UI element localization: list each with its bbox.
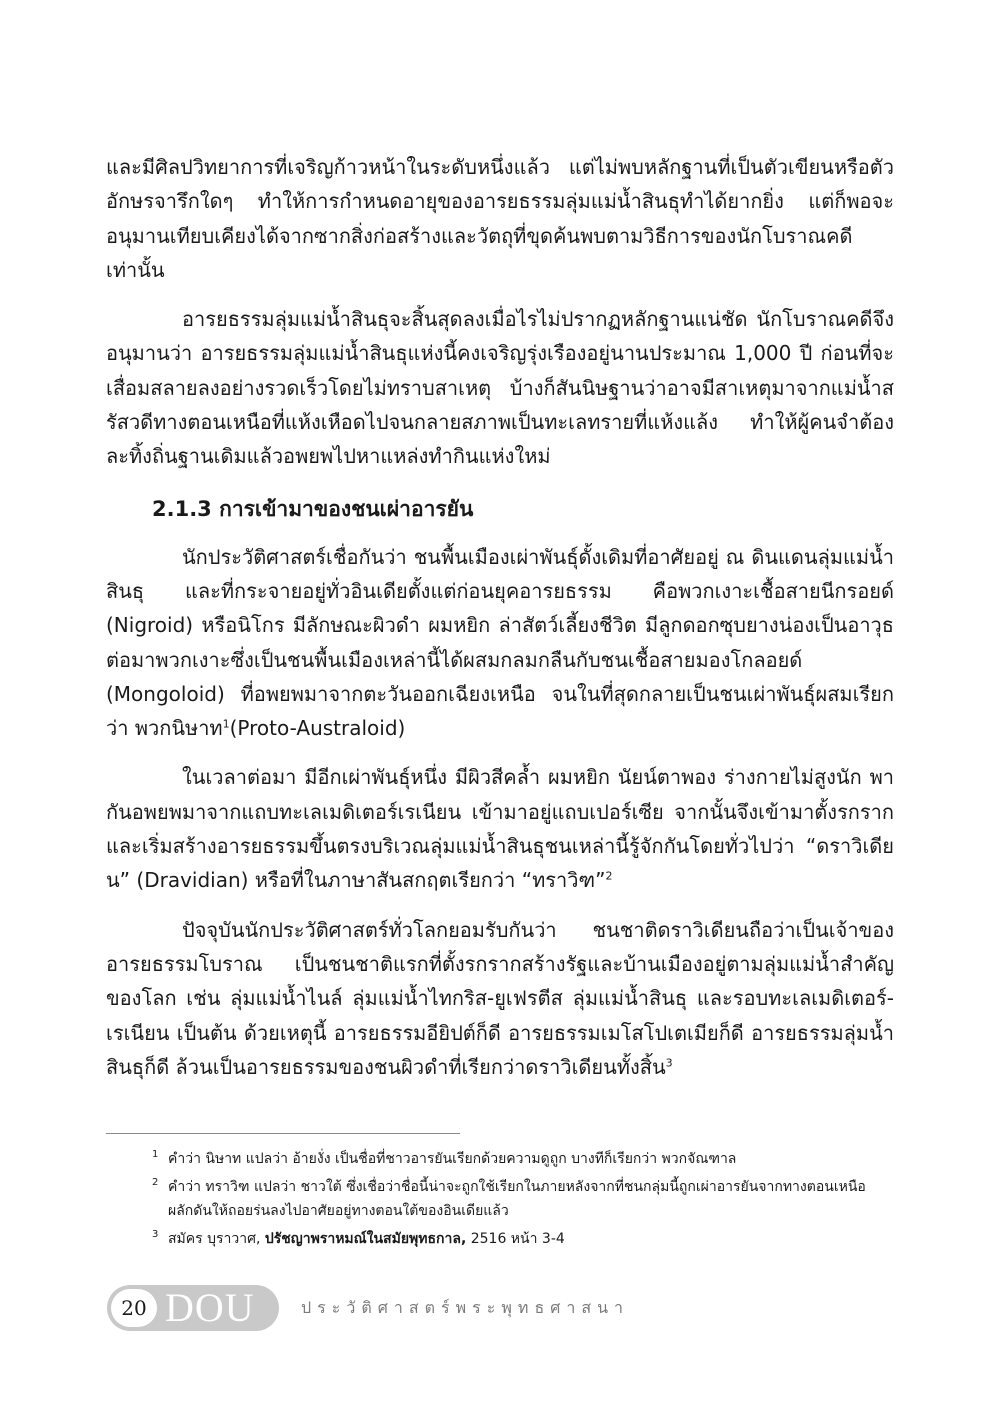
dou-logo: DOU — [165, 1285, 255, 1330]
paragraph-4 — [106, 760, 894, 897]
page-footer — [107, 1285, 629, 1331]
paragraph-4-text: ในเวลาต่อมา มีอีกเผ่าพันธุ์หนึ่ง มีผิวสีคล้ำ ผมหยิก นัยน์ตาพอง ร่างกายไม่สูงนัก พากันอพยพมาจากแถบทะเลเมดิเตอร์เรเนียน เข้ามาอยู่แถบเปอร์เซีย จากนั้นจึงเข้ามาตั้งรกรากและเริ่มสร้างอารยธรรมขึ้นตรงบริเวณลุ่มแม่น้ำสินธุชนเหล่านี้รู้จักกันโดยทั่วไปว่า “ดราวิเดียน” (Dravidian) หรือที่ในภาษาสันสกฤตเรียกว่า “ทราวิฑ” — [106, 765, 894, 893]
paragraph-5 — [106, 913, 894, 1084]
footnote-2: $^2$ คำว่า ทราวิฑ แปลว่า ชาวใต้ ซึ่งเชื่อว่าชื่อนี้น่าจะถูกใช้เรียกในภายหลังจากที่ชนกลุ่มนี้ถูกเผ่าอารยันจากทางตอนเหนือ ผลักดันให้ถอยร่นลงไปอาศัยอยู่ทางตอนใต้ของอินเดียแล้ว — [152, 1177, 866, 1219]
footnote-1: $^1$ คำว่า นิษาท แปลว่า อ้ายงั่ง เป็นชื่อที่ชาวอารยันเรียกด้วยความดูถูก บางทีก็เรียกว่า พวกจัณฑาล — [152, 1149, 737, 1167]
paragraph-5-text: ปัจจุบันนักประวัติศาสตร์ทั่วโลกยอมรับกันว่า ชนชาติดราวิเดียนถือว่าเป็นเจ้าของอารยธรรมโบราณ เป็นชนชาติแรกที่ตั้งรกรากสร้างรัฐและบ้านเมืองอยู่ตามลุ่มแม่น้ำสำคัญของโลก เช่น ลุ่มแม่น้ำไนล์ ลุ่มแม่น้ำไทกริส-ยูเฟรตีส ลุ่มแม่น้ำสินธุ และรอบทะเลเมดิเตอร์-เรเนียน เป็นต้น ด้วยเหตุนี้ อารยธรรมอียิปต์ก็ดี อารยธรรมเมโสโปเตเมียก็ดี อารยธรรมลุ่มน้ำสินธุก็ดี ล้วนเป็นอารยธรรมของชนผิวดำที่เรียกว่าดราวิเดียนทั้งสิ้น — [106, 917, 894, 1079]
page-number: 20 — [111, 1289, 157, 1327]
paragraph-1: และมีศิลปวิทยาการที่เจริญก้าวหน้าในระดับหนึ่งแล้ว แต่ไม่พบหลักฐานที่เป็นตัวเขียนหรือตัวอักษรจารึกใดๆ ทำให้การกำหนดอายุของอารยธรรมลุ่มแม่น้ำสินธุทำได้ยากยิ่ง แต่ก็พอจะอนุมานเทียบเคียงได้จากซากสิ่งก่อสร้างและวัตถุที่ขุดค้นพบตามวิธีการของนักโบราณคดีเท่านั้น — [106, 155, 894, 282]
footer-badge — [107, 1285, 279, 1331]
footnote-ref-1[interactable]: 1 — [222, 717, 230, 731]
footnote-text: สมัคร บุราวาศ, — [168, 1231, 265, 1247]
paragraph-2: อารยธรรมลุ่มแม่น้ำสินธุจะสิ้นสุดลงเมื่อไรไม่ปรากฏหลักฐานแน่ชัด นักโบราณคดีจึงอนุมานว่า อารยธรรมลุ่มแม่น้ำสินธุแห่งนี้คงเจริญรุ่งเรืองอยู่นานประมาณ 1,000 ปี ก่อนที่จะเสื่อมสลายลงอย่างรวดเร็วโดยไม่ทราบสาเหตุ บ้างก็สันนิษฐานว่าอาจมีสาเหตุมาจากแม่น้ำสรัสวดีทางตอนเหนือที่แห้งเหือดไปจนกลายสภาพเป็นทะเลทรายที่แห้งแล้ง ทำให้ผู้คนจำต้องละทิ้งถิ่นฐานเดิมแล้วอพยพไปหาแหล่งทำกินแห่งใหม่ — [106, 307, 894, 469]
footnote-3: $^3$ สมัคร บุราวาศ, ปรัชญาพราหมณ์ในสมัยพุทธกาล, 2516 หน้า 3-4 — [152, 1229, 565, 1247]
footnote-ref-2[interactable]: 2 — [605, 869, 613, 883]
footnote-divider — [106, 1133, 460, 1134]
book-title: ประวัติศาสตร์พระพุทธศาสนา — [301, 1297, 630, 1317]
section-heading: 2.1.3 การเข้ามาของชนเผ่าอารยัน — [152, 496, 474, 521]
footnote-citation: 2516 หน้า 3-4 — [466, 1231, 565, 1247]
paragraph-3-text: นักประวัติศาสตร์เชื่อกันว่า ชนพื้นเมืองเผ่าพันธุ์ดั้งเดิมที่อาศัยอยู่ ณ ดินแดนลุ่มแม่น้ำสินธุ และที่กระจายอยู่ทั่วอินเดียตั้งแต่ก่อนยุคอารยธรรม คือพวกเงาะเชื้อสายนีกรอยด์ (Nigroid) หรือนิโกร มีลักษณะผิวดำ ผมหยิก ล่าสัตว์เลี้ยงชีวิต มีลูกดอกซุบยางน่องเป็นอาวุธต่อมาพวกเงาะซึ่งเป็นชนพื้นเมืองเหล่านี้ได้ผสมกลมกลืนกับชนเชื้อสายมองโกลอยด์ (Mongoloid) ที่อพยพมาจากตะวันออกเฉียงเหนือ จนในที่สุดกลายเป็นชนเผ่าพันธุ์ผสมเรียกว่า พวกนิษาท — [106, 544, 894, 741]
paragraph-3 — [106, 540, 894, 746]
footnotes — [152, 1147, 872, 1255]
footnote-ref-3[interactable]: 3 — [665, 1056, 673, 1070]
paragraph-3-tail: (Proto-Australoid) — [229, 716, 406, 741]
footnote-text: คำว่า ทราวิฑ แปลว่า ชาวใต้ ซึ่งเชื่อว่าชื่อนี้น่าจะถูกใช้เรียกในภายหลังจากที่ชนกลุ่มนี้ถูกเผ่าอารยันจากทางตอนเหนือ ผลักดันให้ถอยร่นลงไปอาศัยอยู่ทางตอนใต้ของอินเดียแล้ว — [168, 1179, 866, 1219]
footnote-text: คำว่า นิษาท แปลว่า อ้ายงั่ง เป็นชื่อที่ชาวอารยันเรียกด้วยความดูถูก บางทีก็เรียกว่า พวกจัณฑาล — [168, 1151, 737, 1167]
body-text — [106, 150, 894, 1099]
footnote-book-title: ปรัชญาพราหมณ์ในสมัยพุทธกาล, — [264, 1231, 467, 1247]
